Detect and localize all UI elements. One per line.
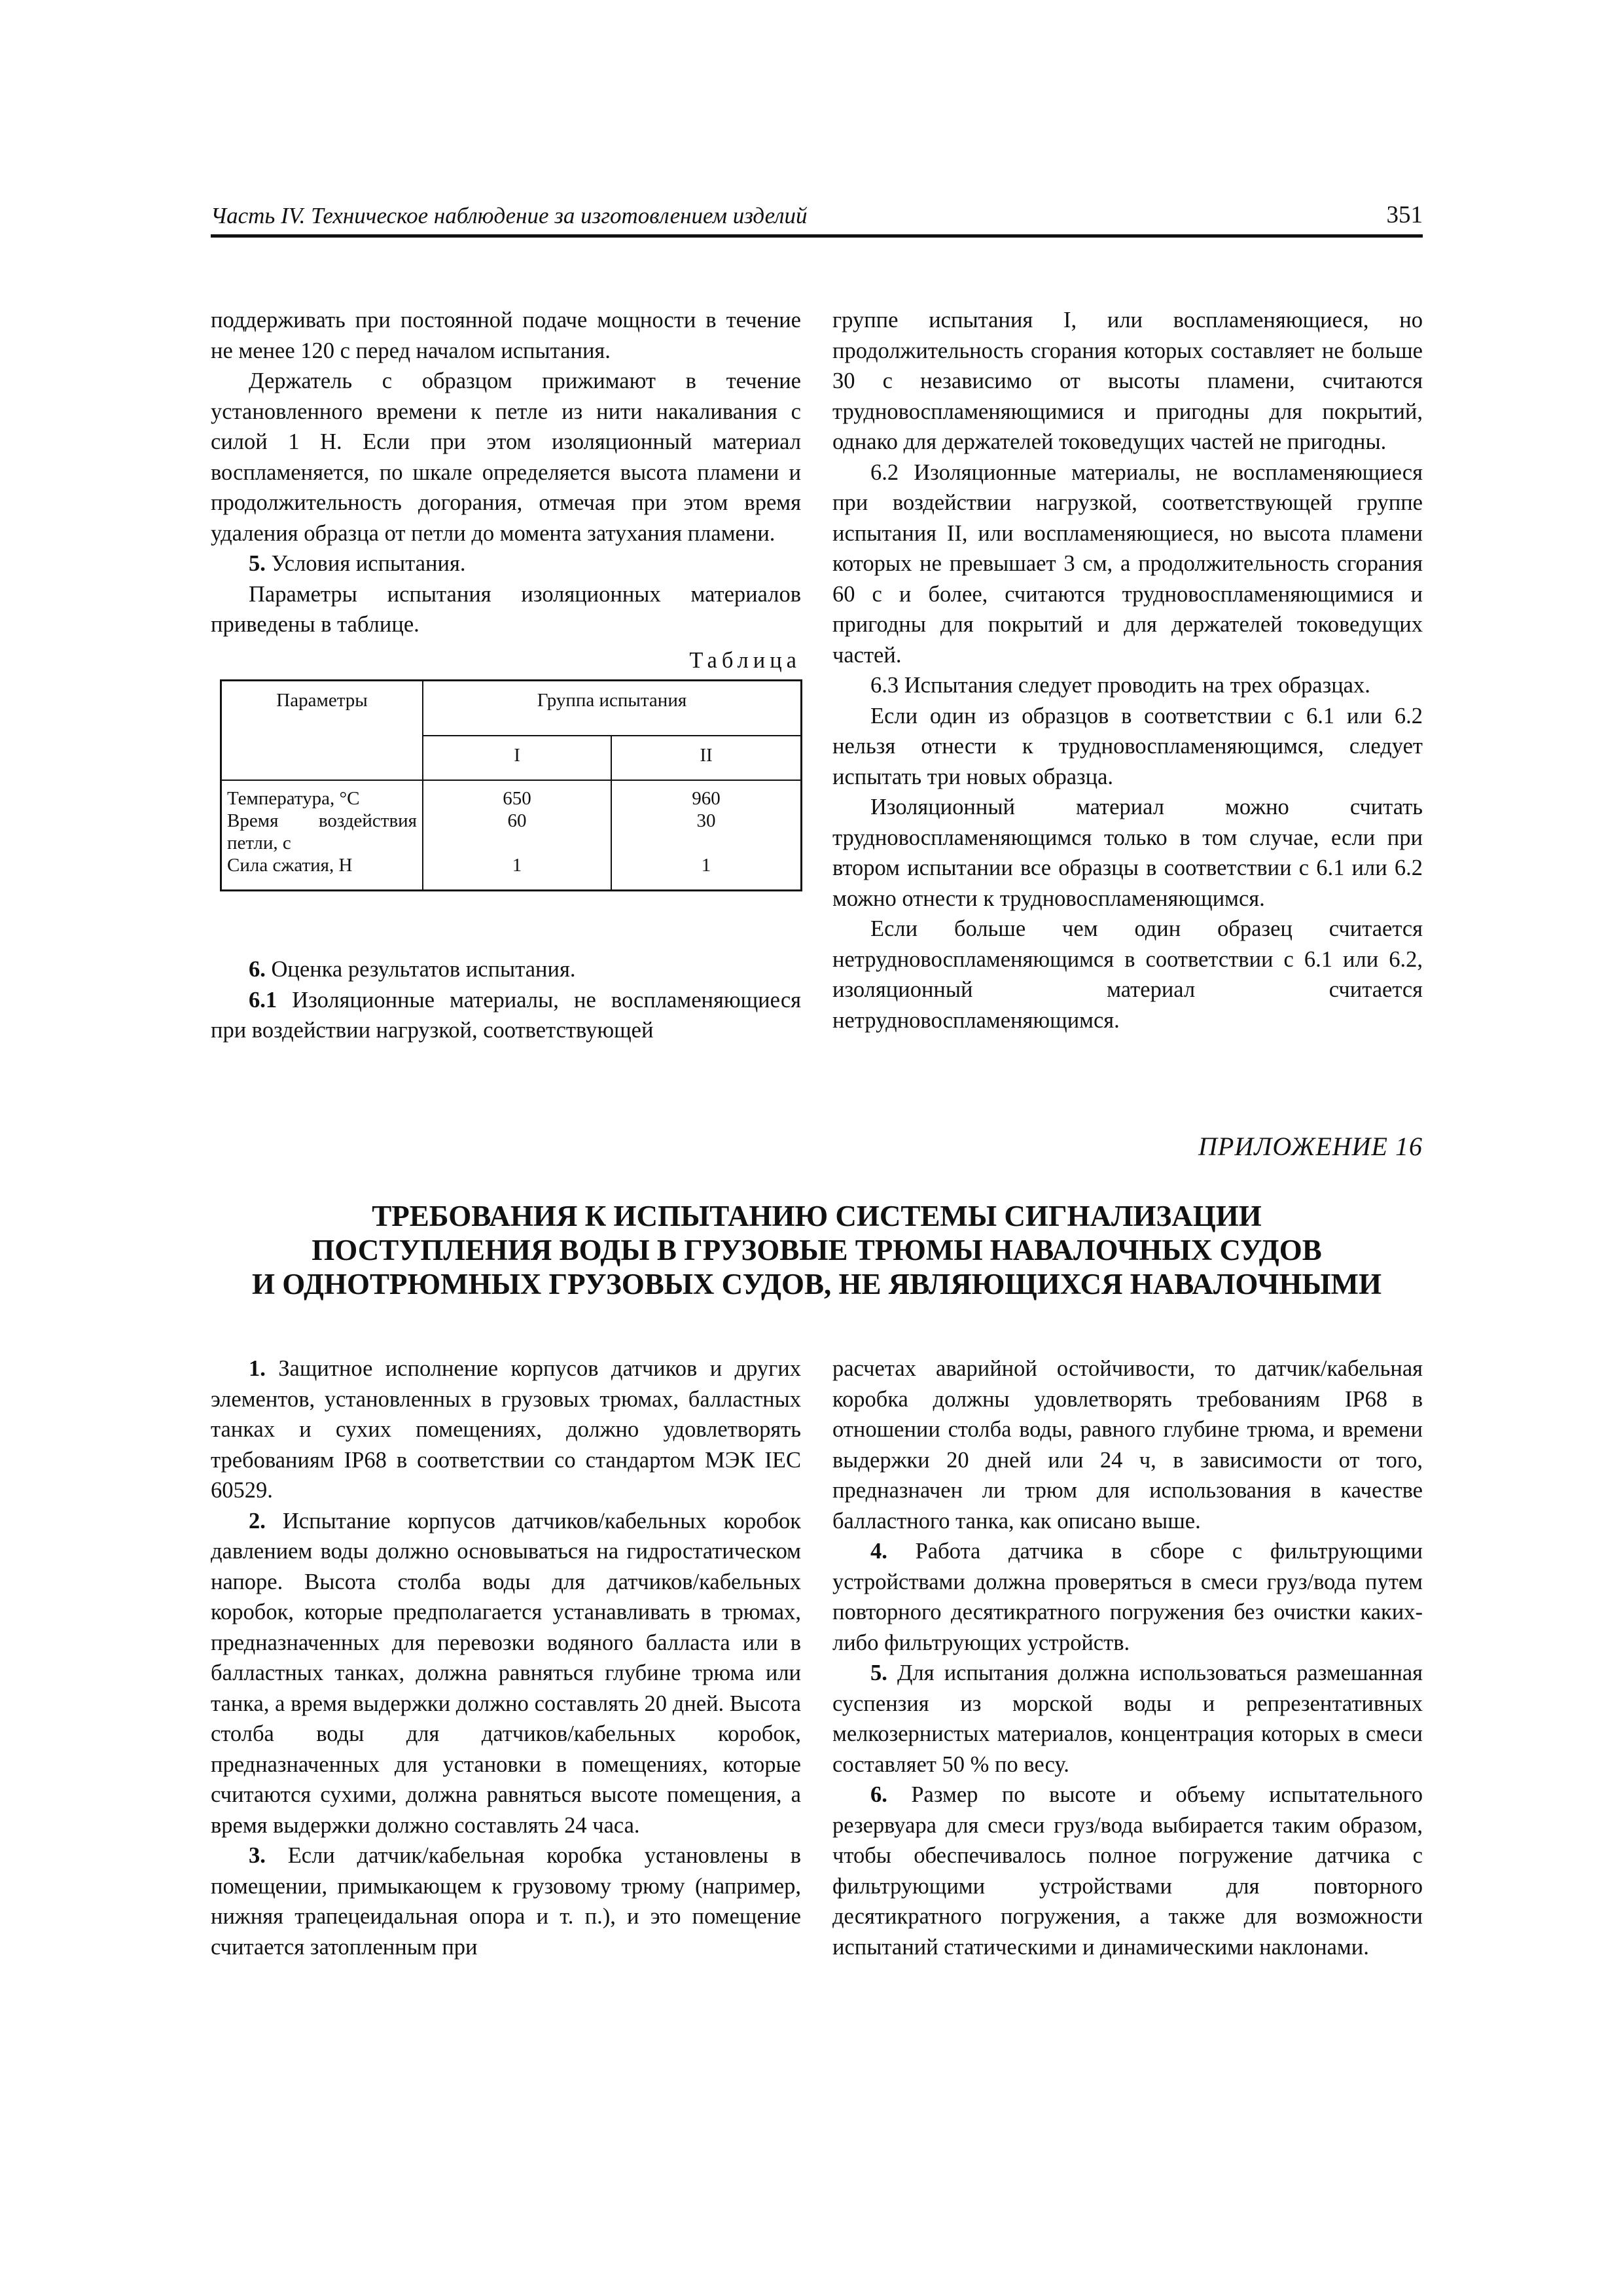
section-number: 6. <box>249 957 266 982</box>
page-number: 351 <box>1386 202 1423 228</box>
table-cell: 650 <box>423 780 611 810</box>
table-header-params: Параметры <box>221 681 423 781</box>
table-caption: Таблица <box>689 647 801 673</box>
paragraph: Держатель с образцом прижимают в течение установленного времени к петле из нити накаливания с силой 1 Н. Если при этом изоляционный материал воспламеняется, по шкале определяется высота пламени и продолжительность догорания, отмечая при этом время удаления образца от петли до момента затухания пламени. <box>211 368 801 546</box>
item-text: Испытание корпусов датчиков/кабельных коробок давлением воды должно основываться на гидростатическом напоре. Высота столба воды для датчиков/кабельных коробок, которые предполагается устанавливать в трюмах, предназначенных для перевозки водяного балласта или в балластных танках, должна равняться глубине трюма или танка, а время выдержки должно составлять 20 дней. Высота столба воды для датчиков/кабельных коробок, предназначенных для установки в помещениях, которые считаются сухими, должна равняться высоте помещения, а время выдержки должно составлять 24 часа. <box>211 1508 801 1838</box>
appendix-label: ПРИЛОЖЕНИЕ 16 <box>1198 1132 1423 1161</box>
paragraph: Изоляционный материал можно считать трудновоспламеняющимся только в том случае, если при втором испытании все образцы в соответствии с 6.1 или 6.2 можно отнести к трудновоспламеняющимся. <box>832 795 1423 911</box>
top-right-column <box>832 305 1423 1035</box>
paragraph: 6.2 Изоляционные материалы, не воспламеняющиеся при воздействии нагрузкой, соответствующей группе испытания II, или воспламеняющиеся, но высота пламени которых не превышает 3 см, а продолжительность сгорания 60 с и более, считаются трудновоспламеняющимися и пригодны для покрытий и для держателей токоведущих частей. <box>832 459 1423 668</box>
paragraph: 6.3 Испытания следует проводить на трех образцах. <box>870 673 1370 698</box>
item-number: 6. <box>870 1782 887 1807</box>
item-text: Работа датчика в сборе с фильтрующими устройствами должна проверяться в смеси груз/вода путем повторного десятикратного погружения без очистки каких-либо фильтрующих устройств. <box>832 1539 1423 1655</box>
page-header <box>211 196 1423 238</box>
table-header-group: Группа испытания <box>423 681 802 736</box>
paragraph <box>832 1658 1423 1780</box>
title-line: ПОСТУПЛЕНИЯ ВОДЫ В ГРУЗОВЫЕ ТРЮМЫ НАВАЛОЧНЫХ СУДОВ <box>312 1234 1322 1266</box>
clause-number: 6.1 <box>249 987 277 1013</box>
section-heading <box>211 954 801 985</box>
table-cell: 1 <box>611 854 801 891</box>
title-line: И ОДНОТРЮМНЫХ ГРУЗОВЫХ СУДОВ, НЕ ЯВЛЯЮЩИХСЯ НАВАЛОЧНЫМИ <box>251 1268 1382 1300</box>
bottom-right-column <box>832 1354 1423 1962</box>
paragraph: Если один из образцов в соответствии с 6.1 или 6.2 нельзя отнести к трудновоспламеняющимся, следует испытать три новых образца. <box>832 703 1423 789</box>
table-header-group-2: II <box>611 736 801 780</box>
item-number: 2. <box>249 1508 266 1534</box>
paragraph: Параметры испытания изоляционных материалов приведены в таблице. <box>211 581 801 637</box>
table-cell: 1 <box>423 854 611 891</box>
clause-text: Изоляционные материалы, не воспламеняющиеся при воздействии нагрузкой, соответствующей <box>211 987 801 1043</box>
paragraph: Если больше чем один образец считается нетрудновоспламеняющимся в соответствии с 6.1 или 6.2, изоляционный материал считается нетрудновоспламеняющимся. <box>832 916 1423 1033</box>
item-text: Если датчик/кабельная коробка установлены в помещении, примыкающем к грузовому трюму (например, нижняя трапецеидальная опора и т. п.), и это помещение считается затопленным при <box>211 1843 801 1960</box>
section-heading <box>211 548 801 579</box>
item-number: 3. <box>249 1843 266 1868</box>
section-title: Условия испытания. <box>271 551 466 576</box>
paragraph: поддерживать при постоянной подаче мощности в течение не менее 120 с перед началом испытания. <box>211 308 801 363</box>
table-cell: Температура, °С <box>221 780 423 810</box>
appendix-title <box>211 1199 1423 1301</box>
item-number: 1. <box>249 1356 266 1381</box>
parameters-table <box>220 679 802 891</box>
title-line: ТРЕБОВАНИЯ К ИСПЫТАНИЮ СИСТЕМЫ СИГНАЛИЗАЦИИ <box>372 1200 1262 1232</box>
table-cell: 30 <box>611 810 801 854</box>
table-row <box>221 854 802 891</box>
paragraph: группе испытания I, или воспламеняющиеся, но продолжительность сгорания которых составляет не больше 30 с независимо от высоты пламени, считаются трудновоспламеняющимися и пригодны для покрытий, однако для держателей токоведущих частей не пригодны. <box>832 308 1423 454</box>
item-text: Защитное исполнение корпусов датчиков и других элементов, установленных в грузовых трюмах, балластных танках и сухих помещениях, должно удовлетворять требованиям IP68 в соответствии со стандартом МЭК IEC 60529. <box>211 1356 802 1503</box>
paragraph <box>832 1780 1423 1962</box>
table-cell: Сила сжатия, Н <box>221 854 423 891</box>
section-number: 5. <box>249 551 266 576</box>
item-text: Размер по высоте и объему испытательного резервуара для смеси груз/вода выбирается таким образом, чтобы обеспечивалось полное погружение датчика с фильтрующими устройствами для повторного десятикратного погружения, а также для возможности испытаний статическими и динамическими наклонами. <box>832 1782 1423 1960</box>
item-text: Для испытания должна использоваться размешанная суспензия из морской воды и репрезентативных мелкозернистых материалов, концентрация которых в смеси составляет 50 % по весу. <box>832 1660 1423 1777</box>
table-cell: 960 <box>611 780 801 810</box>
table-cell: Время воздействия петли, с <box>221 810 423 854</box>
top-left-column <box>211 305 801 1046</box>
running-title: Часть IV. Техническое наблюдение за изготовлением изделий <box>211 203 808 228</box>
table-cell: 60 <box>423 810 611 854</box>
paragraph: расчетах аварийной остойчивости, то датчик/кабельная коробка должны удовлетворять требованиям IP68 в отношении столба воды, равного глубине трюма, и времени выдержки 20 дней или 24 ч, в зависимости от того, предназначен ли трюм для использования в качестве балластного танка, как описано выше. <box>832 1356 1423 1534</box>
paragraph <box>832 1536 1423 1658</box>
item-number: 5. <box>870 1660 887 1685</box>
bottom-left-column <box>211 1354 801 1962</box>
item-number: 4. <box>870 1539 887 1564</box>
paragraph <box>211 1506 801 1841</box>
section-title: Оценка результатов испытания. <box>271 957 576 982</box>
paragraph <box>211 1840 801 1962</box>
paragraph <box>211 1354 801 1506</box>
paragraph <box>211 985 801 1046</box>
table-row <box>221 810 802 854</box>
table-header-group-1: I <box>423 736 611 780</box>
table-row <box>221 780 802 810</box>
